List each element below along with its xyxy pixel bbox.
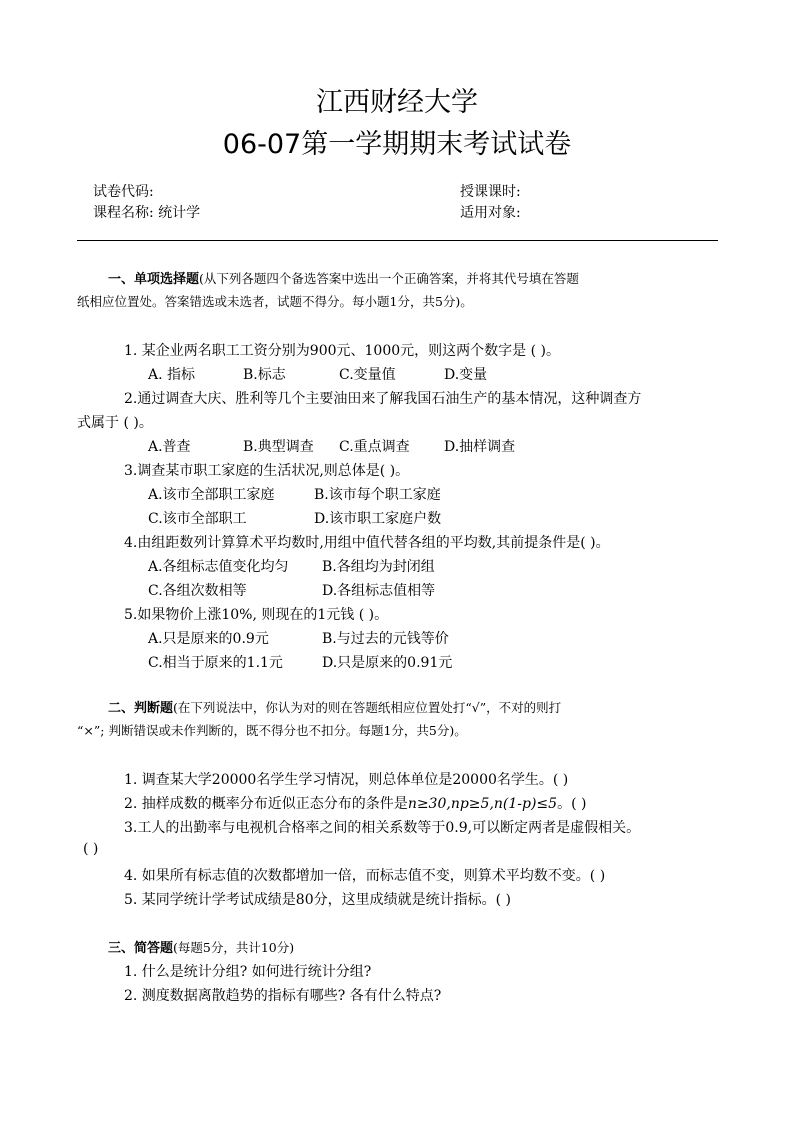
section2-heading <box>108 697 561 716</box>
section1-title: 一、单项选择题 <box>108 272 200 287</box>
course-name-value: 统计学 <box>158 205 201 221</box>
section3-title: 三、简答题 <box>108 941 174 956</box>
s2-q3: 3.工人的出勤率与电视机合格率之间的相关系数等于0.9,可以断定两者是虚假相关。 <box>124 820 641 836</box>
lecture-hours-row <box>460 181 521 201</box>
s2-q4: 4. 如果所有标志值的次数都增加一倍，而标志值不变，则算术平均数不变。( ) <box>124 868 606 884</box>
s1-q5: 5.如果物价上涨10%, 则现在的1元钱 ( )。 <box>124 607 389 623</box>
target-audience-row <box>460 202 521 222</box>
s1-q5-d: D.只是原来的0.91元 <box>322 655 453 671</box>
s1-q3: 3.调查某市职工家庭的生活状况,则总体是( )。 <box>124 463 410 479</box>
paper-code-label: 试卷代码: <box>93 184 154 200</box>
course-name-label: 课程名称: <box>93 205 154 221</box>
lecture-hours-label: 授课课时: <box>460 184 521 200</box>
course-name-row <box>93 202 200 222</box>
s1-q4-a: A.各组标志值变化均匀 <box>148 559 289 575</box>
s1-q3-c: C.该市全部职工 <box>148 511 247 527</box>
s1-q1-b: B.标志 <box>243 367 286 383</box>
section2-instructions-2: “×”; 判断错误或未作判断的，既不得分也不扣分。每题1分，共5分)。 <box>77 723 467 738</box>
s1-q1: 1. 某企业两名职工工资分别为900元、1000元，则这两个数字是 ( )。 <box>124 343 560 359</box>
s1-q5-c: C.相当于原来的1.1元 <box>148 655 283 671</box>
s2-q3-blank: ( ) <box>83 841 99 857</box>
s2-q1: 1. 调查某大学20000名学生学习情况，则总体单位是20000名学生。( ) <box>124 772 569 788</box>
s2-q2 <box>124 793 586 813</box>
section1-heading <box>108 268 579 287</box>
s3-q1: 1. 什么是统计分组? 如何进行统计分组? <box>124 964 372 980</box>
s1-q1-d: D.变量 <box>444 367 488 383</box>
s2-q5: 5. 某同学统计学考试成绩是80分，这里成绩就是统计指标。( ) <box>124 892 511 908</box>
university-title: 江西财经大学 <box>316 87 478 118</box>
s1-q2-d: D.抽样调查 <box>444 439 516 455</box>
s1-q4-c: C.各组次数相等 <box>148 583 247 599</box>
s1-q3-a: A.该市全部职工家庭 <box>148 487 275 503</box>
paper-code-row <box>93 181 154 201</box>
s1-q2-b: B.典型调查 <box>243 439 314 455</box>
s1-q2-a: A.普查 <box>148 439 191 455</box>
section1-instructions-2: 纸相应位置处。答案错选或未选者，试题不得分。每小题1分，共5分)。 <box>77 294 473 309</box>
s1-q4-d: D.各组标志值相等 <box>322 583 436 599</box>
s3-q2: 2. 测度数据离散趋势的指标有哪些? 各有什么特点? <box>124 988 442 1004</box>
s1-q2-line1: 2.通过调查大庆、胜利等几个主要油田来了解我国石油生产的基本情况，这种调查方 <box>124 391 642 407</box>
s1-q3-d: D.该市职工家庭户数 <box>314 511 442 527</box>
section1-instructions-1: (从下列各题四个备选答案中选出一个正确答案，并将其代号填在答题 <box>199 271 579 286</box>
exam-title: 06-07第一学期期末考试试卷 <box>222 129 572 160</box>
s1-q3-b: B.该市每个职工家庭 <box>314 487 441 503</box>
section3-note: (每题5分，共计10分) <box>173 940 295 955</box>
s1-q1-c: C.变量值 <box>339 367 396 383</box>
s2-q2-tail: 。( ) <box>557 796 587 812</box>
s2-q2-math: n≥30,np≥5,n(1-p)≤5 <box>407 796 558 812</box>
header-divider <box>77 240 718 241</box>
s2-q2-text: 2. 抽样成数的概率分布近似正态分布的条件是 <box>124 796 408 812</box>
s1-q5-b: B.与过去的元钱等价 <box>322 631 449 647</box>
s1-q1-a: A. 指标 <box>148 367 196 383</box>
s1-q2-c: C.重点调查 <box>339 439 410 455</box>
target-audience-label: 适用对象: <box>460 205 521 221</box>
section2-instructions-1: (在下列说法中，你认为对的则在答题纸相应位置处打“√”，不对的则打 <box>173 700 562 715</box>
section2-title: 二、判断题 <box>108 701 174 716</box>
s1-q4: 4.由组距数列计算算术平均数时,用组中值代替各组的平均数,其前提条件是( )。 <box>124 535 610 551</box>
section3-heading <box>108 937 294 956</box>
s1-q4-b: B.各组均为封闭组 <box>322 559 435 575</box>
s1-q2-line2: 式属于 ( )。 <box>77 415 153 431</box>
s1-q5-a: A.只是原来的0.9元 <box>148 631 269 647</box>
